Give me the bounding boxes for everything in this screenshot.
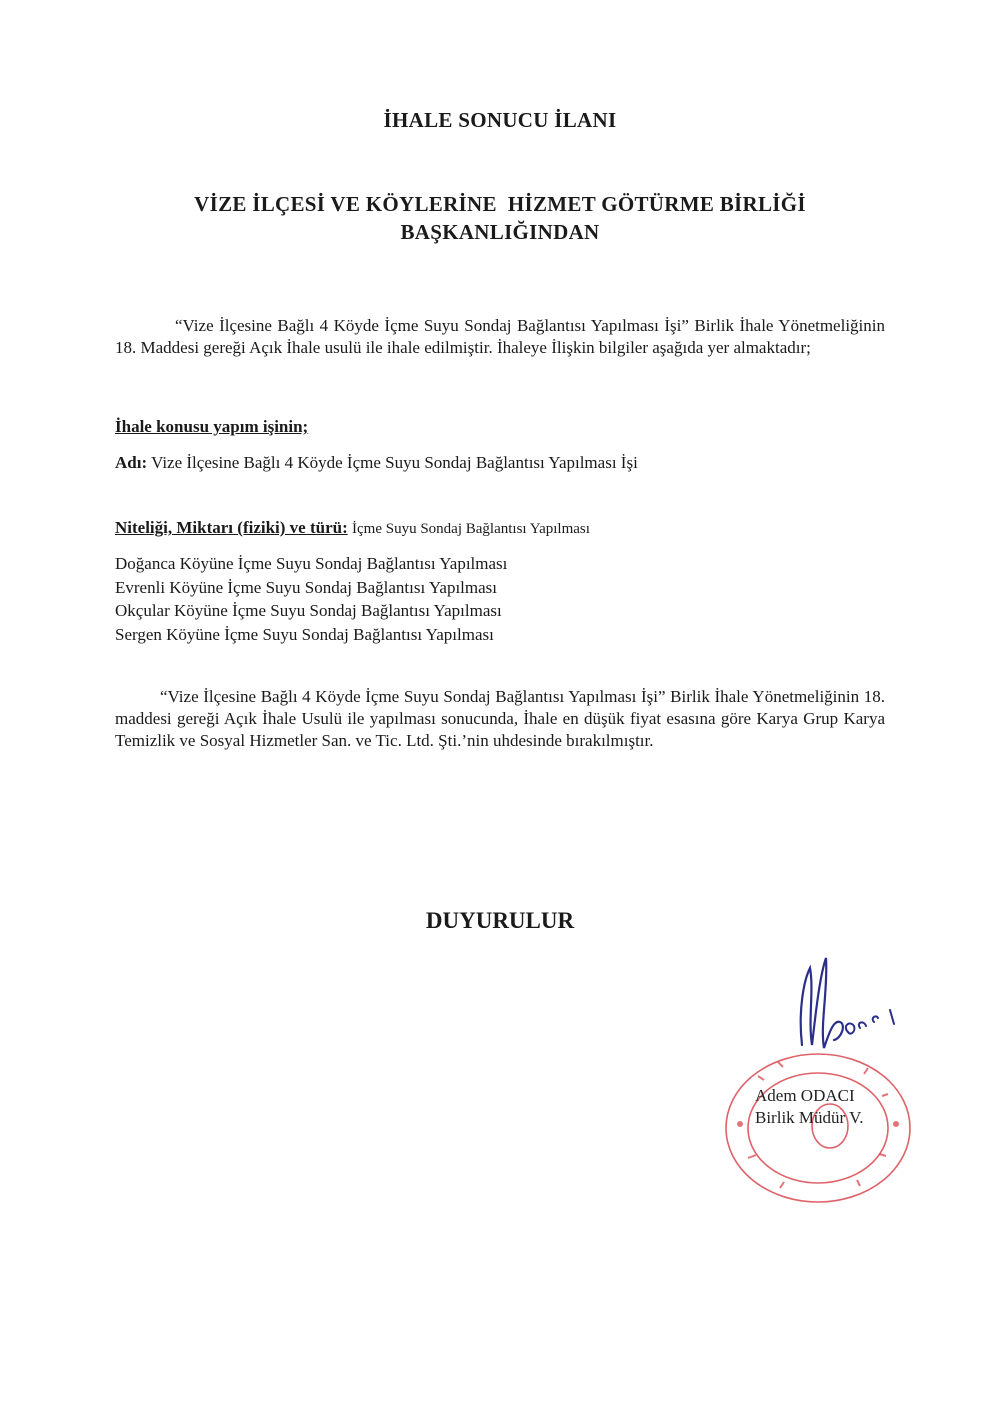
list-item: Okçular Köyüne İçme Suyu Sondaj Bağlantısı Yapılması (115, 601, 502, 620)
list-item: Doğanca Köyüne İçme Suyu Sondaj Bağlantısı Yapılması (115, 554, 508, 573)
village-list (115, 552, 507, 646)
signature-icon (790, 950, 920, 1060)
issuer-line-2: BAŞKANLIĞINDAN (400, 220, 600, 244)
name-value: Vize İlçesine Bağlı 4 Köyde İçme Suyu Sondaj Bağlantısı Yapılması İşi (151, 453, 638, 472)
closing-text: DUYURULUR (425, 908, 575, 933)
result-paragraph-text: “Vize İlçesine Bağlı 4 Köyde İçme Suyu Sondaj Bağlantısı Yapılması İşi” Birlik İhale Yönetmeliğinin 18. maddesi gereği Açık İhale Usulü ile yapılması sonucunda, İhale en düşük fiyat esasına göre Karya Grup Karya Temizlik ve Sosyal Hizmetler San. ve Tic. Ltd. Şti.’nin uhdesinde bırakılmıştır. (115, 687, 894, 750)
issuer-heading (0, 190, 1000, 246)
intro-paragraph (115, 315, 885, 359)
list-item: Sergen Köyüne İçme Suyu Sondaj Bağlantısı Yapılması (115, 624, 494, 644)
intro-paragraph-text: “Vize İlçesine Bağlı 4 Köyde İçme Suyu Sondaj Bağlantısı Yapılması İşi” Birlik İhale Yönetmeliğinin 18. Maddesi gereği Açık İhale usulü ile ihale edilmiştir. İhaleye İlişkin bilgiler aşağıda yer almaktadır; (115, 316, 885, 357)
signer-title: Birlik Müdür V. (755, 1108, 864, 1127)
list-item: Evrenli Köyüne İçme Suyu Sondaj Bağlantısı Yapılması (115, 577, 497, 597)
nature-value: İçme Suyu Sondaj Bağlantısı Yapılması (352, 521, 590, 537)
document-title: İHALE SONUCU İLANI (383, 108, 617, 132)
section-heading: İhale konusu yapım işinin; (115, 417, 309, 436)
result-paragraph (115, 686, 894, 752)
signer-name: Adem ODACI (755, 1086, 855, 1105)
issuer-line-1: VİZE İLÇESİ VE KÖYLERİNE HİZMET GÖTÜRME BİRLİĞİ (194, 192, 806, 216)
nature-line (115, 517, 590, 540)
nature-label: Niteliği, Miktarı (fiziki) ve türü: (115, 518, 348, 537)
name-line (115, 452, 638, 474)
name-label: Adı: (115, 453, 148, 472)
